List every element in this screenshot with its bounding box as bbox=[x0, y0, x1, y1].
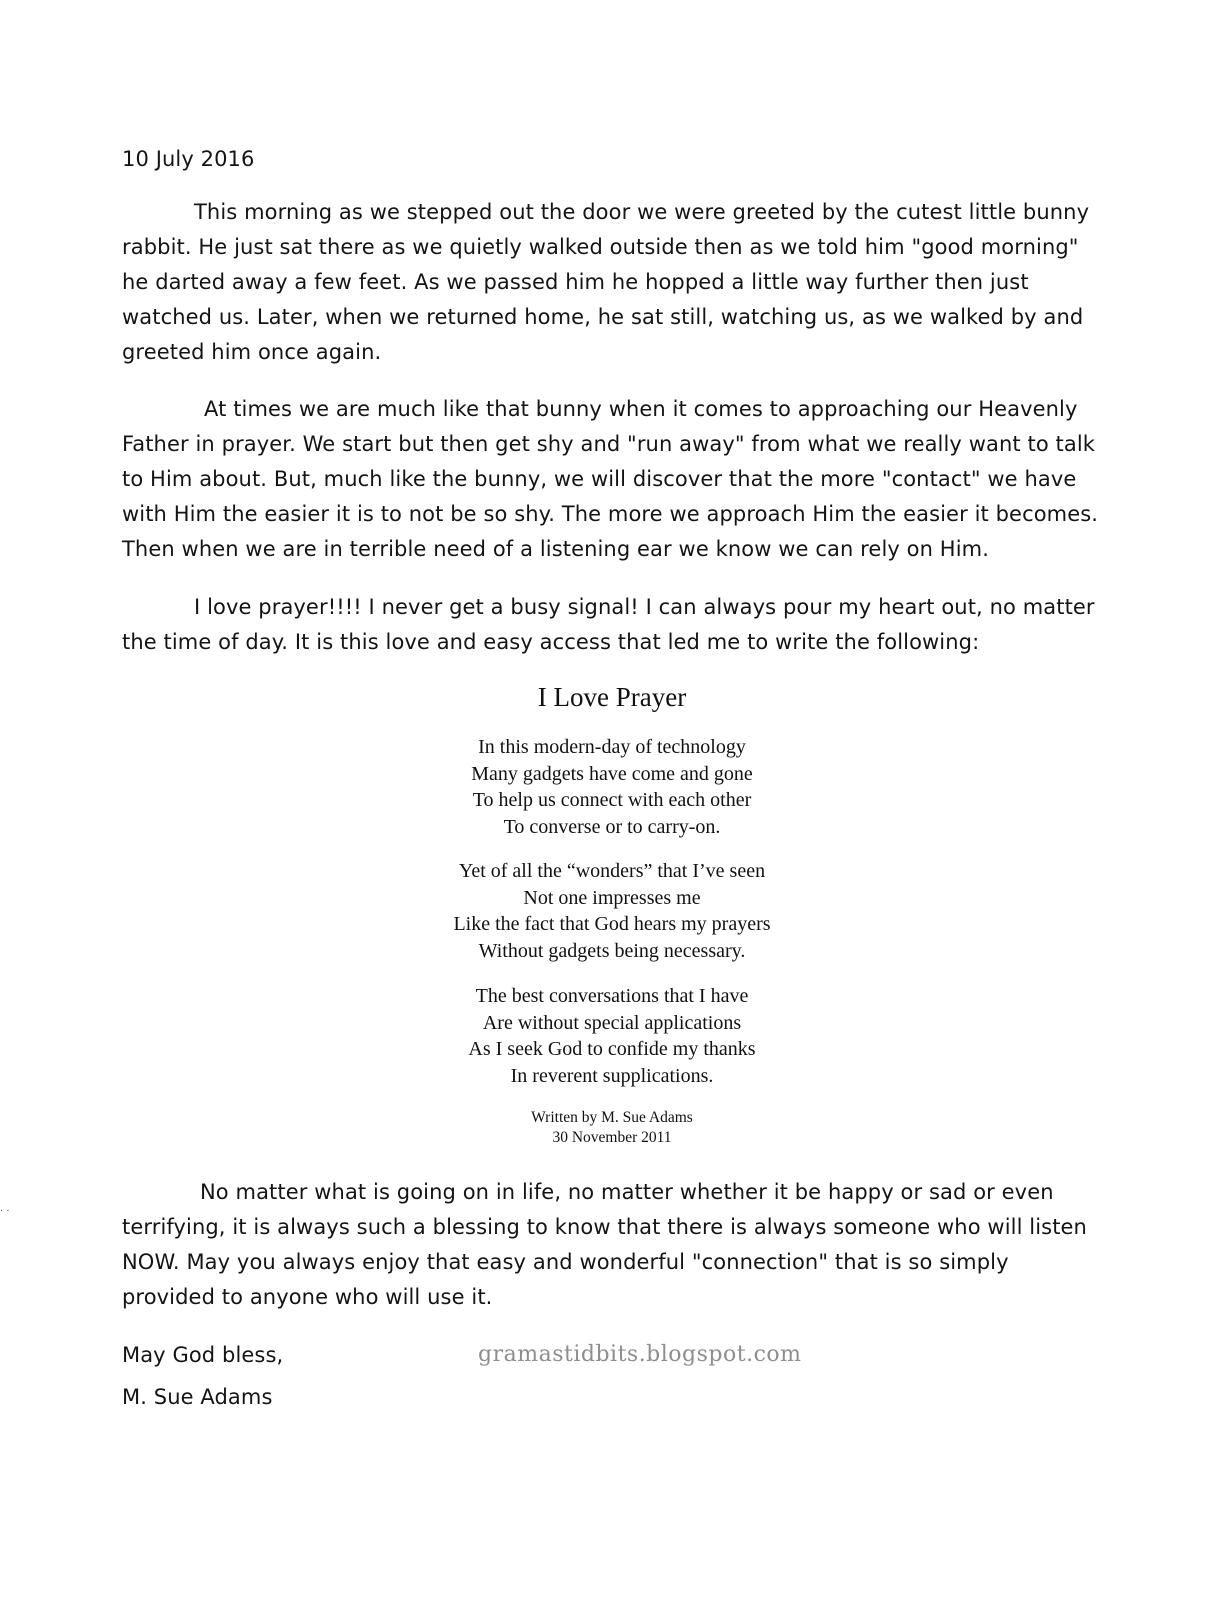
paragraph-prayer-comparison: At times we are much like that bunny when it comes to approaching our Heavenly Father in prayer. We start but then get shy and "run away" from what we really want to talk to Him about. But, much like the bunny, we will discover that the more "contact" we have with Him the easier it is to not be so shy. The more we approach Him the easier it becomes. Then when we are in terrible need of a listening ear we know we can rely on Him. bbox=[122, 397, 1099, 561]
poem-line: To converse or to carry-on. bbox=[503, 815, 721, 838]
poem-line: As I seek God to confide my thanks bbox=[468, 1038, 756, 1060]
paragraph-love-prayer: I love prayer!!!! I never get a busy signal! I can always pour my heart out, no matter the time of day. It is this love and easy access that led me to write the following: bbox=[122, 595, 1095, 654]
signature: M. Sue Adams bbox=[122, 1385, 273, 1409]
poem-date: 30 November 2011 bbox=[552, 1129, 672, 1146]
poem-line: In reverent supplications. bbox=[510, 1064, 714, 1087]
poem-author: Written by M. Sue Adams bbox=[531, 1109, 693, 1126]
poem-line: Many gadgets have come and gone bbox=[471, 762, 753, 785]
poem-line: Without gadgets being necessary. bbox=[478, 939, 746, 962]
closing-blessing: May God bless, bbox=[122, 1343, 284, 1367]
poem-line: Like the fact that God hears my prayers bbox=[453, 913, 771, 935]
scan-specks: · · bbox=[0, 1206, 10, 1217]
poem-line: In this modern-day of technology bbox=[478, 736, 746, 758]
poem-stanza-3 bbox=[362, 983, 862, 1089]
letter-date: 10 July 2016 bbox=[122, 147, 255, 171]
poem-title: I Love Prayer bbox=[537, 682, 687, 712]
poem-stanza-1 bbox=[362, 734, 862, 840]
poem-line: Are without special applications bbox=[482, 1011, 742, 1034]
blog-watermark: gramastidbits.blogspot.com bbox=[478, 1342, 802, 1367]
poem-line: The best conversations that I have bbox=[475, 985, 749, 1007]
poem-line: Yet of all the “wonders” that I’ve seen bbox=[458, 860, 766, 882]
poem-line: Not one impresses me bbox=[523, 886, 701, 909]
poem-line: To help us connect with each other bbox=[472, 789, 752, 811]
poem-credit bbox=[362, 1108, 862, 1148]
paragraph-closing: No matter what is going on in life, no matter whether it be happy or sad or even terrifying, it is always such a blessing to know that there is always someone who will listen NOW. May you always enjoy that easy and wonderful "connection" that is so simply provided to anyone who will use it. bbox=[122, 1180, 1087, 1309]
paragraph-bunny: This morning as we stepped out the door we were greeted by the cutest little bunny rabbit. He just sat there as we quietly walked outside then as we told him "good morning" he darted away a few feet. As we passed him he hopped a little way further then just watched us. Later, when we returned home, he sat still, watching us, as we walked by and greeted him once again. bbox=[122, 200, 1090, 364]
poem-stanza-2 bbox=[362, 858, 862, 964]
